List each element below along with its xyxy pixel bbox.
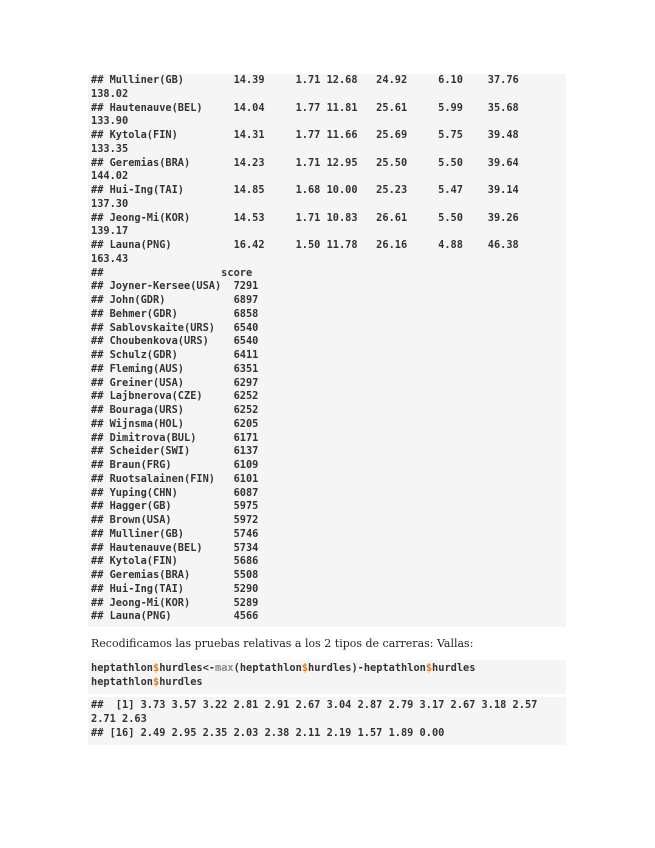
output-line: ## Joyner-Kersee(USA) 7291: [91, 280, 259, 293]
output-line: 133.35: [91, 142, 129, 155]
output-line: ## Brown(USA) 5972: [91, 514, 259, 526]
output-line: ## Kytola(FIN) 14.31 1.77 11.66 25.69 5.75 39.48: [91, 129, 519, 141]
console-output-block: [88, 74, 566, 627]
output-line: 133.90: [91, 115, 129, 128]
output-line: ## Geremias(BRA) 5508: [91, 569, 259, 581]
code-line-2: heptathlon$hurdles: [91, 675, 203, 688]
result-line: ## [16] 2.49 2.95 2.35 2.03 2.38 2.11 2.19 1.57 1.89 0.00: [91, 726, 445, 739]
output-line: 138.02: [91, 87, 129, 100]
output-line: ## Fleming(AUS) 6351: [91, 362, 259, 375]
output-line: ## score: [91, 266, 253, 279]
output-line: ## Jeong-Mi(KOR) 14.53 1.71 10.83 26.61 5.50 39.26: [91, 211, 519, 224]
output-line: ## Scheider(SWI) 6137: [91, 445, 259, 458]
output-line: ## Kytola(FIN) 5686: [91, 555, 259, 568]
output-line: ## Greiner(USA) 6297: [91, 376, 259, 389]
output-line: ## Launa(PNG) 16.42 1.50 11.78 26.16 4.88 46.38: [91, 239, 519, 251]
output-line: ## Hautenauve(BEL) 14.04 1.77 11.81 25.61 5.99 35.68: [91, 101, 519, 114]
output-line: ## Behmer(GDR) 6858: [91, 307, 259, 320]
code-line-1: heptathlon$hurdles<-max(heptathlon$hurdles)-heptathlon$hurdles: [91, 662, 476, 674]
output-line: ## Wijnsma(HOL) 6205: [91, 417, 259, 430]
output-line: ## Hui-Ing(TAI) 5290: [91, 582, 259, 595]
output-line: ## Mulliner(GB) 14.39 1.71 12.68 24.92 6.10 37.76: [91, 74, 519, 86]
output-line: ## Choubenkova(URS) 6540: [91, 335, 259, 348]
output-line: ## Hautenauve(BEL) 5734: [91, 541, 259, 554]
output-line: ## Bouraga(URS) 6252: [91, 404, 259, 416]
console-output-text: [88, 74, 566, 624]
output-line: ## Geremias(BRA) 14.23 1.71 12.95 25.50 5.50 39.64: [91, 156, 519, 169]
output-line: 163.43: [91, 252, 129, 265]
prose-paragraph: Recodificamos las pruebas relativas a los 2 tipos de carreras: Vallas:: [91, 637, 474, 650]
result-output-block: [88, 697, 566, 745]
output-line: ## Sablovskaite(URS) 6540: [91, 321, 259, 334]
result-line: ## [1] 3.73 3.57 3.22 2.81 2.91 2.67 3.04 2.87 2.79 3.17 2.67 3.18 2.57: [91, 699, 538, 711]
output-line: 137.30: [91, 197, 129, 210]
output-line: ## John(GDR) 6897: [91, 294, 259, 306]
output-line: ## Mulliner(GB) 5746: [91, 527, 259, 540]
result-line: 2.71 2.63: [91, 712, 147, 725]
output-line: ## Hui-Ing(TAI) 14.85 1.68 10.00 25.23 5.47 39.14: [91, 184, 519, 196]
output-line: ## Launa(PNG) 4566: [91, 610, 259, 623]
output-line: ## Dimitrova(BUL) 6171: [91, 431, 259, 444]
output-line: ## Jeong-Mi(KOR) 5289: [91, 596, 259, 609]
output-line: ## Yuping(CHN) 6087: [91, 486, 259, 499]
output-line: ## Lajbnerova(CZE) 6252: [91, 390, 259, 403]
output-line: ## Braun(FRG) 6109: [91, 459, 259, 471]
output-line: ## Ruotsalainen(FIN) 6101: [91, 472, 259, 485]
code-text: [88, 662, 566, 690]
output-line: ## Schulz(GDR) 6411: [91, 349, 259, 361]
output-line: 144.02: [91, 170, 129, 183]
result-output-text: [88, 699, 566, 740]
output-line: 139.17: [91, 225, 129, 238]
output-line: ## Hagger(GB) 5975: [91, 500, 259, 513]
code-chunk: [88, 660, 566, 694]
